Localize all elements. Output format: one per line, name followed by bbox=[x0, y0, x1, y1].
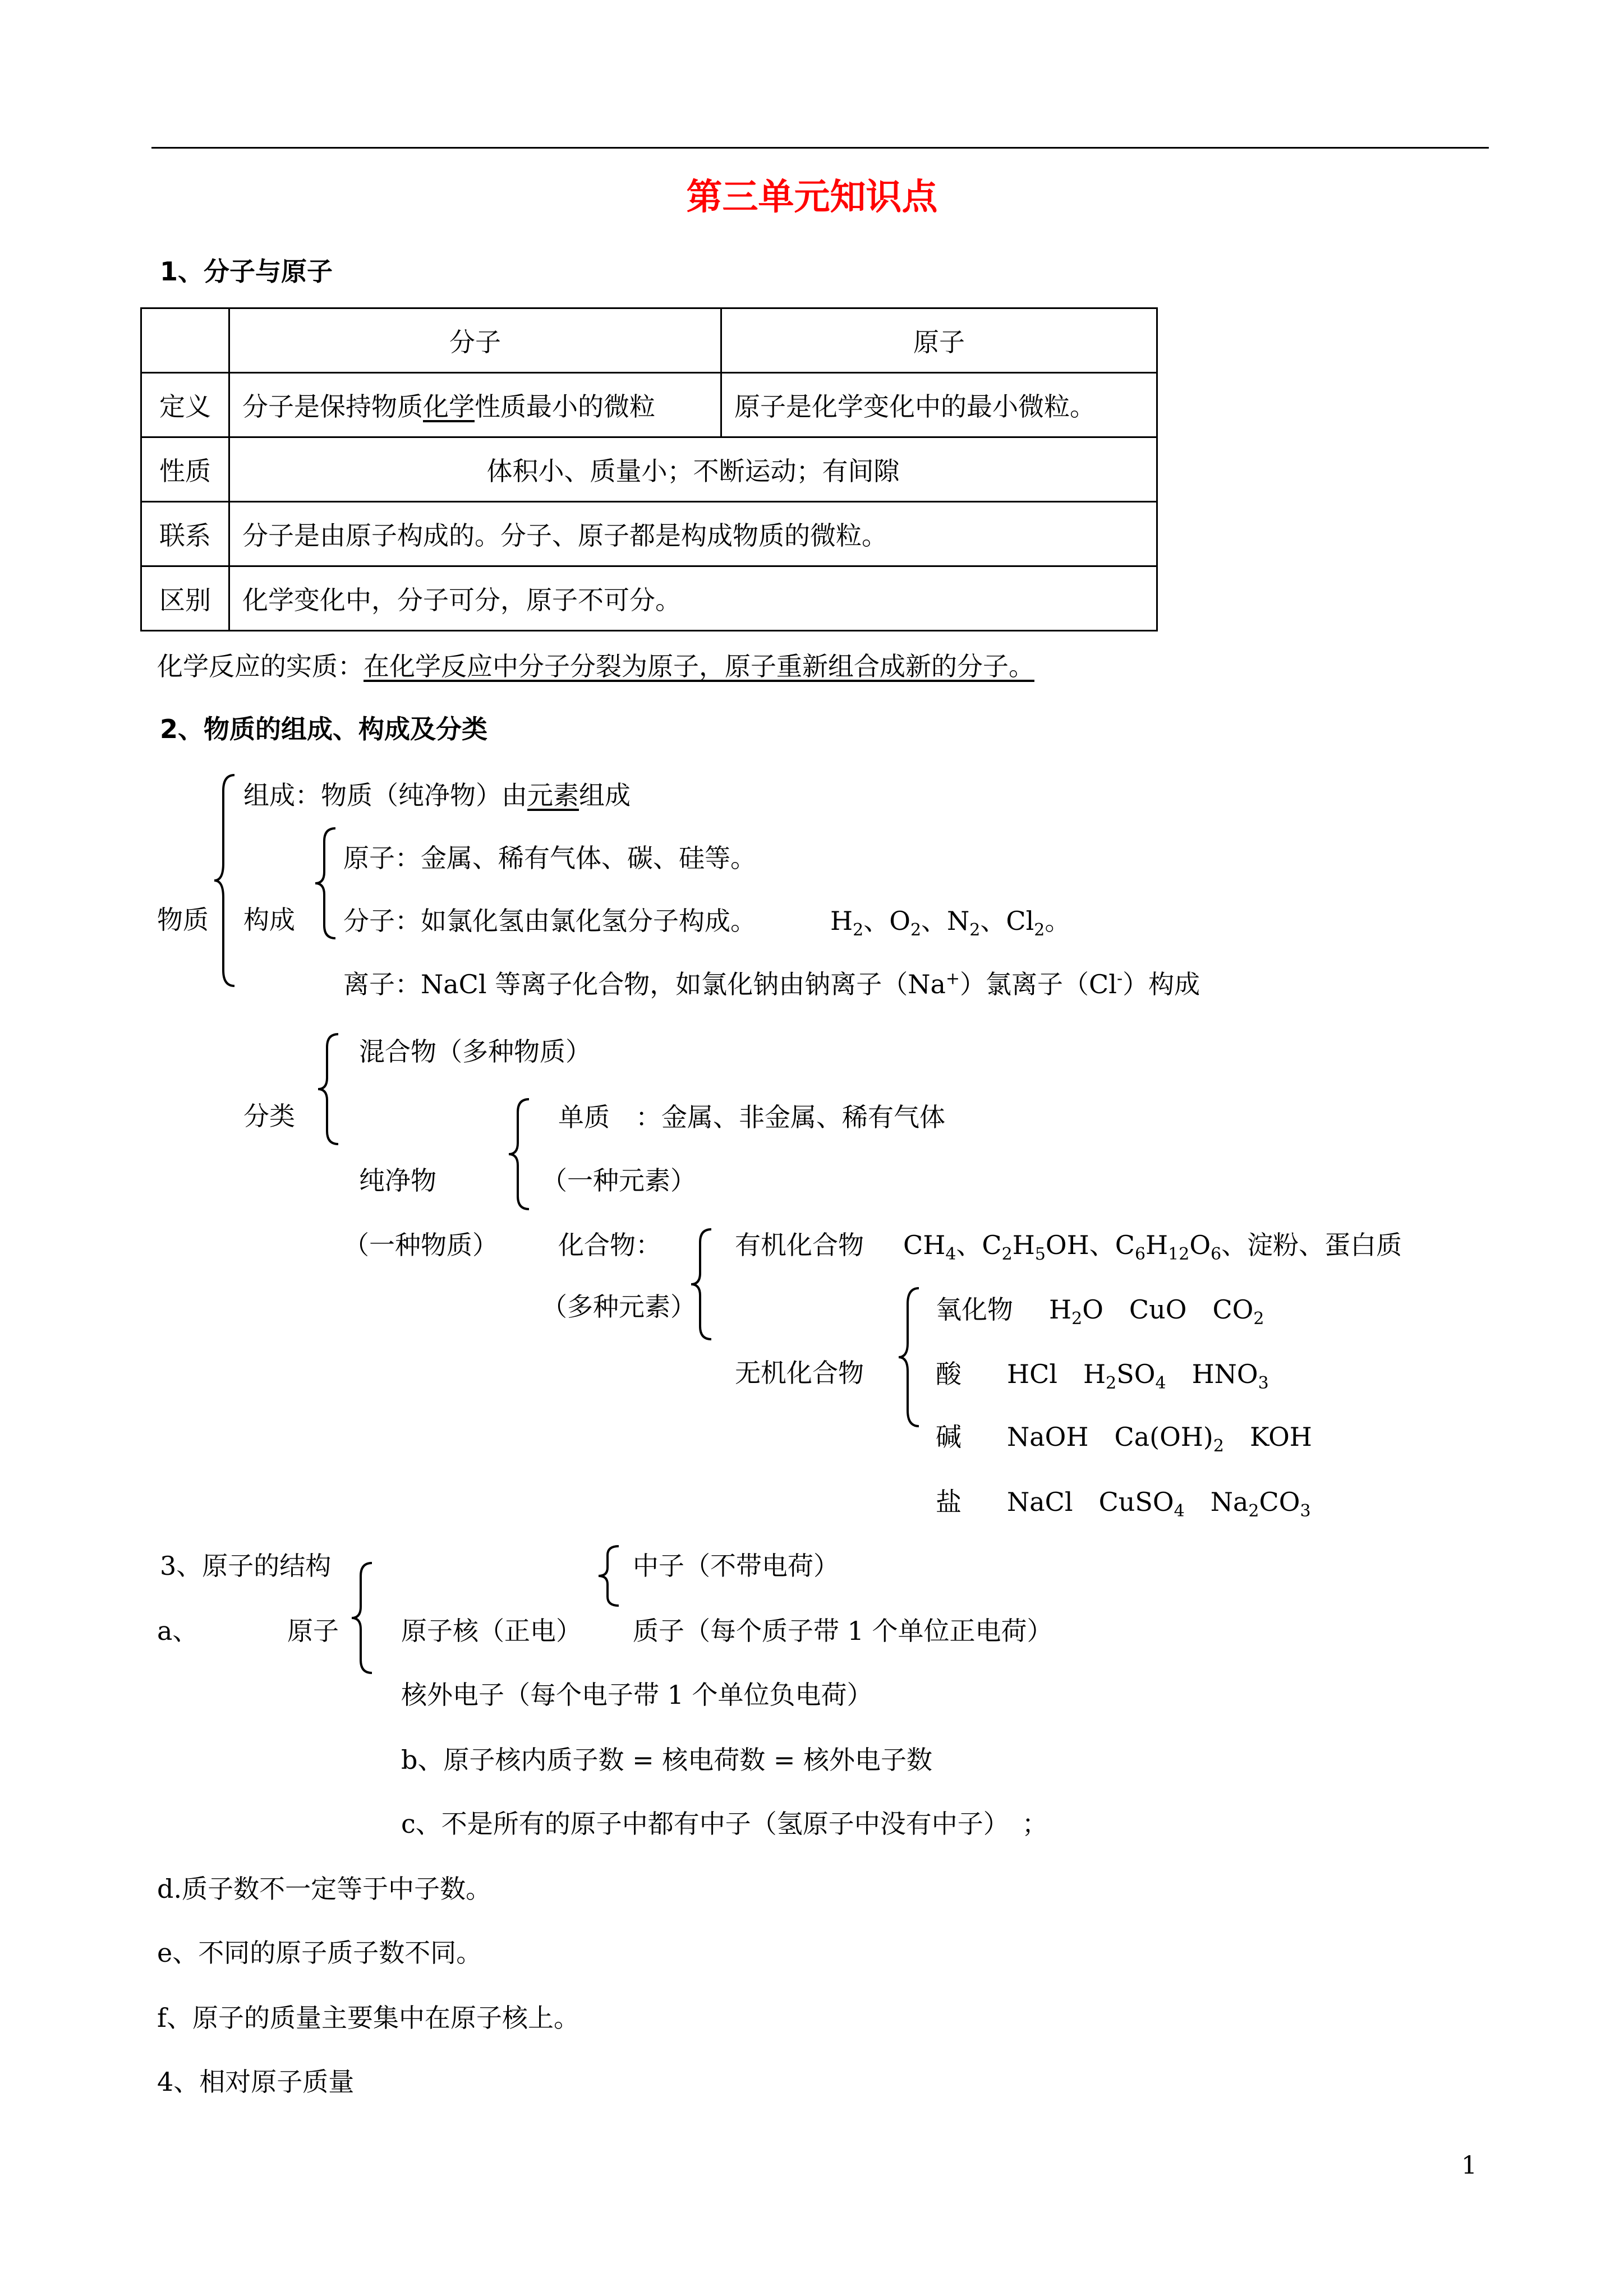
acid-examples: HCl $H_2SO_4$ $HNO_3$ bbox=[1007, 1359, 1269, 1394]
proton-line: 质子（每个质子带 1 个单位正电荷） bbox=[633, 1616, 1053, 1646]
item-a-label: a、 bbox=[157, 1616, 199, 1646]
base-examples: NaOH $Ca(OH)_2$ KOH bbox=[1007, 1422, 1312, 1456]
row-label-relation: 联系 bbox=[141, 502, 229, 566]
page-title: 第三单元知识点 bbox=[686, 177, 938, 218]
row-label-definition: 定义 bbox=[141, 373, 229, 437]
table-row bbox=[141, 308, 1157, 373]
construction-brace-icon bbox=[314, 827, 337, 939]
element-note: （一种元素） bbox=[541, 1165, 696, 1196]
base-label: 碱 bbox=[936, 1422, 961, 1452]
substance-brace-icon bbox=[213, 774, 236, 987]
compound-brace-icon bbox=[690, 1228, 712, 1340]
organic-examples: $CH_4$、$C_2H_5OH$、$C_6H_{12}O_6$、淀粉、蛋白质 bbox=[903, 1230, 1402, 1265]
molecule-atom-table bbox=[140, 307, 1158, 631]
item-e: e、不同的原子质子数不同。 bbox=[157, 1938, 482, 1968]
salt-examples: NaCl CuSO$_4$ $Na_2CO_3$ bbox=[1007, 1487, 1311, 1522]
ion-line: 离子：NaCl 等离子化合物，如氯化钠由钠离子（Na+）氯离子（Cl-）构成 bbox=[343, 969, 1200, 999]
atom-label: 原子 bbox=[287, 1616, 339, 1646]
nucleus-brace-icon bbox=[597, 1545, 620, 1607]
acid-label: 酸 bbox=[936, 1359, 961, 1389]
table-row bbox=[141, 373, 1157, 437]
page-number: 1 bbox=[1461, 2151, 1477, 2180]
table-header-empty bbox=[141, 308, 229, 373]
nucleus-label: 原子核（正电） bbox=[401, 1616, 582, 1646]
table-header-molecule: 分子 bbox=[229, 308, 721, 373]
property-text: 体积小、质量小；不断运动；有间隙 bbox=[229, 437, 1157, 502]
compound-label: 化合物： bbox=[558, 1230, 661, 1260]
oxide-examples: $H_2O$ CuO $CO_2$ bbox=[1049, 1294, 1264, 1329]
organic-label: 有机化合物 bbox=[735, 1230, 864, 1260]
mixture-label: 混合物（多种物质） bbox=[359, 1036, 591, 1067]
header-rule bbox=[151, 147, 1489, 149]
table-header-atom: 原子 bbox=[721, 308, 1157, 373]
inorganic-label: 无机化合物 bbox=[735, 1358, 864, 1388]
oxide-label: 氧化物 bbox=[936, 1294, 1013, 1325]
table-row bbox=[141, 502, 1157, 566]
atom-line: 原子：金属、稀有气体、碳、硅等。 bbox=[343, 843, 756, 873]
row-label-difference: 区别 bbox=[141, 566, 229, 631]
pure-brace-icon bbox=[508, 1098, 530, 1210]
construction-label: 构成 bbox=[243, 905, 295, 935]
inorganic-brace-icon bbox=[898, 1287, 920, 1427]
item-b: b、原子核内质子数 = 核电荷数 = 核外电子数 bbox=[401, 1745, 933, 1775]
section3-heading: 3、原子的结构 bbox=[160, 1551, 332, 1581]
composition-line: 组成：物质（纯净物）由元素组成 bbox=[243, 780, 631, 810]
molecule-examples: $H_2$、$O_2$、$N_2$、$Cl_2$。 bbox=[830, 906, 1071, 940]
reaction-essence: 化学反应的实质：在化学反应中分子分裂为原子，原子重新组合成新的分子。 bbox=[157, 651, 1034, 681]
substance-label: 物质 bbox=[157, 905, 209, 935]
section4-heading: 4、相对原子质量 bbox=[157, 2067, 355, 2097]
atom-brace-icon bbox=[351, 1562, 373, 1674]
atom-definition: 原子是化学变化中的最小微粒。 bbox=[721, 373, 1157, 437]
classification-brace-icon bbox=[317, 1033, 339, 1145]
salt-label: 盐 bbox=[936, 1487, 961, 1517]
element-line: 单质 ：金属、非金属、稀有气体 bbox=[558, 1102, 945, 1132]
row-label-property: 性质 bbox=[141, 437, 229, 502]
molecule-definition: 分子是保持物质化学性质最小的微粒 bbox=[229, 373, 721, 437]
classification-label: 分类 bbox=[243, 1101, 295, 1131]
pure-note: （一种物质） bbox=[343, 1230, 498, 1260]
table-row bbox=[141, 437, 1157, 502]
relation-text: 分子是由原子构成的。分子、原子都是构成物质的微粒。 bbox=[229, 502, 1157, 566]
section2-heading: 2、物质的组成、构成及分类 bbox=[160, 714, 488, 744]
neutron-line: 中子（不带电荷） bbox=[633, 1551, 839, 1581]
molecule-line: 分子：如氯化氢由氯化氢分子构成。 bbox=[343, 906, 756, 936]
electron-line: 核外电子（每个电子带 1 个单位负电荷） bbox=[401, 1680, 873, 1710]
item-c: c、不是所有的原子中都有中子（氢原子中没有中子） ； bbox=[401, 1809, 1048, 1839]
item-f: f、原子的质量主要集中在原子核上。 bbox=[157, 2003, 580, 2033]
compound-note: （多种元素） bbox=[541, 1292, 696, 1322]
table-row bbox=[141, 566, 1157, 631]
difference-text: 化学变化中，分子可分，原子不可分。 bbox=[229, 566, 1157, 631]
pure-label: 纯净物 bbox=[359, 1165, 436, 1196]
section1-heading: 1、分子与原子 bbox=[160, 256, 333, 287]
item-d: d.质子数不一定等于中子数。 bbox=[157, 1874, 492, 1904]
